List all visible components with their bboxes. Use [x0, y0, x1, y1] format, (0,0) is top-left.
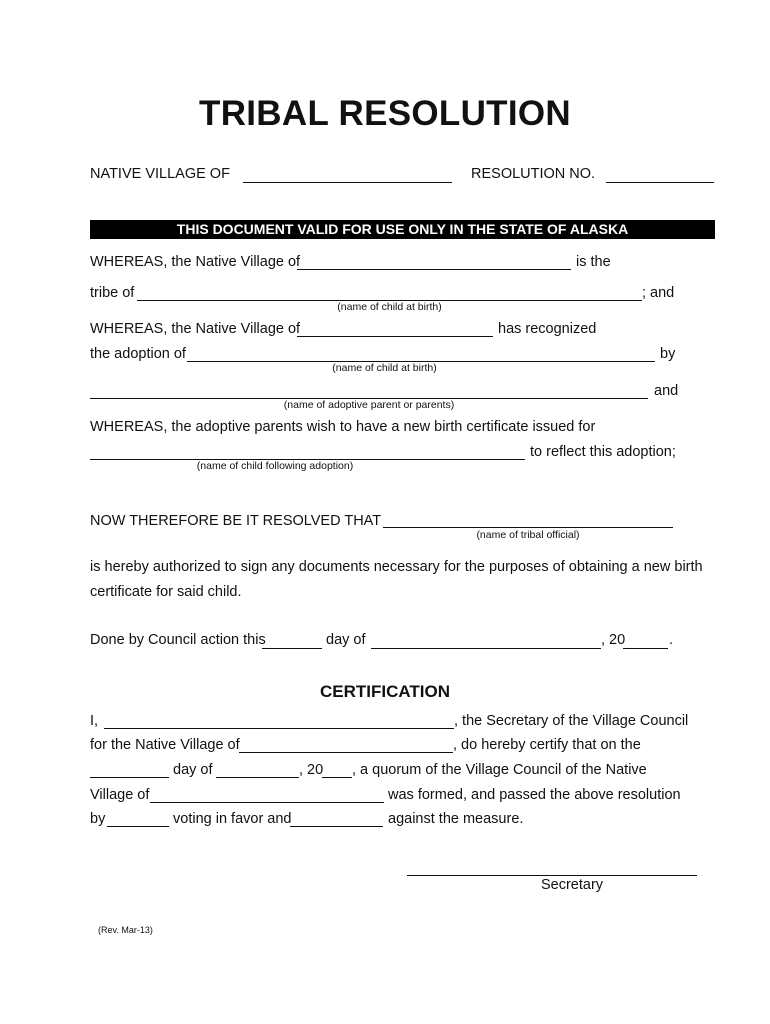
cert-village-field[interactable] — [239, 752, 453, 753]
votes-against-field[interactable] — [290, 826, 383, 827]
secretary-signature-field[interactable] — [407, 875, 697, 876]
document-title: TRIBAL RESOLUTION — [199, 94, 571, 133]
whereas2-village-field[interactable] — [297, 336, 493, 337]
done-year-prefix: , 20 — [601, 632, 626, 648]
done-year-field[interactable] — [623, 648, 668, 649]
cert-voting-text: voting in favor and — [173, 811, 292, 827]
new-child-name-caption: (name of child following adoption) — [196, 460, 354, 472]
tribe-of-label: tribe of — [90, 285, 135, 301]
tribe-child-caption: (name of child at birth) — [337, 301, 442, 313]
adoption-child-caption: (name of child at birth) — [332, 362, 437, 374]
adoption-of-label: the adoption of — [90, 346, 186, 362]
adoption-by-label: by — [660, 346, 676, 362]
tribe-suffix: ; and — [642, 285, 675, 301]
resolution-no-field[interactable] — [606, 182, 714, 183]
revision-note: (Rev. Mar-13) — [98, 925, 153, 935]
done-day-field[interactable] — [262, 648, 322, 649]
secretary-name-field[interactable] — [104, 728, 454, 729]
done-period: . — [669, 632, 674, 648]
adoptive-parents-suffix: and — [654, 383, 679, 399]
cert-for-village-label: for the Native Village of — [90, 737, 240, 753]
whereas1-village-field[interactable] — [297, 269, 571, 270]
done-day-of-label: day of — [326, 632, 366, 648]
cert-month-field[interactable] — [216, 777, 299, 778]
done-prefix: Done by Council action this — [90, 632, 266, 648]
validity-banner: THIS DOCUMENT VALID FOR USE ONLY IN THE STATE OF ALASKA — [90, 220, 715, 239]
tribal-official-caption: (name of tribal official) — [476, 529, 580, 541]
cert-year-prefix: , 20 — [299, 762, 324, 778]
cert-secretary-text: , the Secretary of the Village Council — [454, 713, 689, 729]
secretary-signature-caption: Secretary — [540, 877, 604, 893]
resolved-prefix: NOW THEREFORE BE IT RESOLVED THAT — [90, 513, 382, 529]
whereas1-prefix: WHEREAS, the Native Village of — [90, 254, 301, 270]
resolution-no-label: RESOLUTION NO. — [471, 166, 596, 182]
resolved-body-line2: certificate for said child. — [90, 584, 242, 600]
whereas1-suffix: is the — [576, 254, 611, 270]
cert-quorum-text: , a quorum of the Village Council of the Native — [352, 762, 647, 778]
native-village-label: NATIVE VILLAGE OF — [90, 166, 230, 182]
whereas3-suffix: to reflect this adoption; — [530, 444, 676, 460]
done-month-field[interactable] — [371, 648, 601, 649]
cert-i-label: I, — [90, 713, 99, 729]
resolved-body-line1: is hereby authorized to sign any documents necessary for the purposes of obtaining a new birth — [90, 559, 703, 575]
cert-day-field[interactable] — [90, 777, 169, 778]
native-village-field[interactable] — [243, 182, 452, 183]
votes-favor-field[interactable] — [107, 826, 169, 827]
cert-year-field[interactable] — [322, 777, 352, 778]
certification-heading: CERTIFICATION — [319, 682, 450, 701]
cert-against-text: against the measure. — [388, 811, 524, 827]
whereas2-suffix: has recognized — [498, 321, 597, 337]
tribal-official-field[interactable] — [383, 527, 673, 528]
cert-by-label: by — [90, 811, 106, 827]
cert-village-of-label: Village of — [90, 787, 150, 803]
cert-formed-text: was formed, and passed the above resolution — [388, 787, 681, 803]
whereas2-prefix: WHEREAS, the Native Village of — [90, 321, 301, 337]
cert-certify-text: , do hereby certify that on the — [453, 737, 641, 753]
whereas3-text: WHEREAS, the adoptive parents wish to have a new birth certificate issued for — [90, 419, 596, 435]
adoptive-parents-caption: (name of adoptive parent or parents) — [283, 399, 455, 411]
cert-village2-field[interactable] — [150, 802, 384, 803]
cert-day-of-label: day of — [173, 762, 213, 778]
